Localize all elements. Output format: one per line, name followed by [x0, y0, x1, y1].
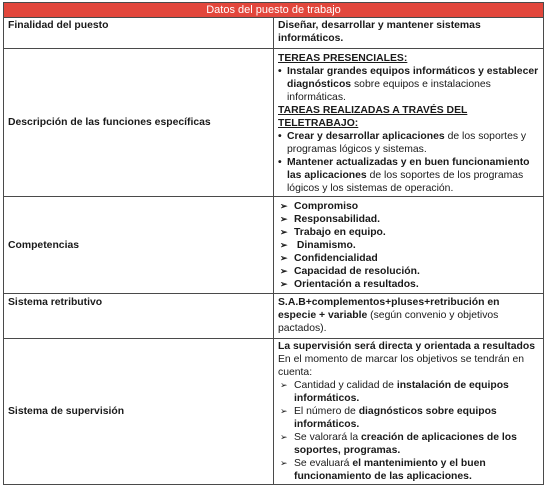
supervision-item — [278, 379, 539, 405]
arrow-bullet-icon: ➢ — [280, 252, 288, 263]
retributivo-content — [274, 294, 544, 339]
arrow-bullet-icon: ➢ — [280, 458, 288, 468]
retributivo-row — [4, 294, 544, 339]
finalidad-row — [4, 18, 544, 49]
supervision-label: Sistema de supervisión — [4, 339, 274, 485]
job-description-sheet — [3, 2, 544, 485]
teletrabajo-item-rest: de los soportes y programas lógicos y sistemas. — [287, 131, 527, 155]
supervision-intro-bold: La supervisión será directa y orientada a resultados — [278, 341, 535, 352]
arrow-bullet-icon: ➢ — [280, 380, 288, 390]
presencial-item — [278, 65, 539, 104]
arrow-bullet-icon: ➢ — [280, 406, 288, 416]
teletrabajo-item-rest: de los soportes de los programas lógicos y los sistemas de operación. — [287, 170, 524, 194]
arrow-bullet-icon: ➢ — [280, 200, 288, 211]
supervision-item-bold: diagnósticos sobre equipos informáticos. — [294, 406, 497, 430]
competencia-text: Dinamismo. — [294, 239, 356, 251]
arrow-bullet-icon: ➢ — [280, 432, 288, 442]
presencial-item-bold: Instalar grandes equipos informáticos y establecer diagnósticos — [287, 66, 539, 90]
competencia-text: Capacidad de resolución. — [294, 265, 420, 277]
supervision-item-bold: el mantenimiento y el buen funcionamiento de las aplicaciones. — [294, 458, 486, 482]
supervision-item-pre: Se valorará la — [294, 432, 361, 443]
competencia-item — [278, 213, 539, 226]
competencia-item — [278, 226, 539, 239]
descripcion-label: Descripción de las funciones específicas — [4, 49, 274, 197]
job-data-table — [3, 2, 544, 485]
table-title: Datos del puesto de trabajo — [4, 3, 544, 18]
supervision-item-pre: Se evaluará — [294, 458, 353, 469]
finalidad-label: Finalidad del puesto — [4, 18, 274, 49]
arrow-bullet-icon: ➢ — [280, 239, 288, 250]
supervision-item — [278, 431, 539, 457]
teletrabajo-item — [278, 156, 539, 195]
arrow-bullet-icon: ➢ — [280, 213, 288, 224]
supervision-item — [278, 457, 539, 483]
descripcion-row — [4, 49, 544, 197]
presencial-item-rest: sobre equipos e instalaciones informáticas. — [287, 79, 491, 103]
competencia-text: Trabajo en equipo. — [294, 226, 386, 238]
competencia-text: Orientación a resultados. — [294, 278, 419, 290]
supervision-item-pre: Cantidad y calidad de — [294, 380, 397, 391]
teletrabajo-item-bold: Crear y desarrollar aplicaciones — [287, 131, 445, 142]
bullet-icon: • — [278, 157, 282, 168]
supervision-item-bold: creación de aplicaciones de los soportes, programas. — [294, 432, 517, 456]
supervision-item-pre: El número de — [294, 406, 359, 417]
competencia-text: Responsabilidad. — [294, 213, 381, 225]
descripcion-content — [274, 49, 544, 197]
presenciales-heading: TEREAS PRESENCIALES: — [278, 53, 408, 64]
competencias-content — [274, 197, 544, 294]
competencia-item — [278, 265, 539, 278]
competencias-row — [4, 197, 544, 294]
competencia-text: Compromiso — [294, 200, 359, 212]
arrow-bullet-icon: ➢ — [280, 265, 288, 276]
competencia-text: Confidencialidad — [294, 252, 378, 264]
arrow-bullet-icon: ➢ — [280, 226, 288, 237]
supervision-row — [4, 339, 544, 485]
supervision-item-bold: instalación de equipos informáticos. — [294, 380, 509, 404]
title-row — [4, 3, 544, 18]
competencia-item — [278, 252, 539, 265]
bullet-icon: • — [278, 131, 282, 142]
supervision-content — [274, 339, 544, 485]
teletrabajo-item — [278, 130, 539, 156]
retributivo-bold: S.A.B+complementos+pluses+retribución en especie + variable — [278, 297, 500, 321]
teletrabajo-item-bold: Mantener actualizadas y en buen funcionamiento las aplicaciones — [287, 157, 530, 181]
supervision-intro: En el momento de marcar los objetivos se tendrán en cuenta: — [278, 354, 525, 378]
retributivo-label: Sistema retributivo — [4, 294, 274, 339]
arrow-bullet-icon: ➢ — [280, 278, 288, 289]
competencia-item — [278, 278, 539, 291]
bullet-icon: • — [278, 66, 282, 77]
supervision-item — [278, 405, 539, 431]
competencias-label: Competencias — [4, 197, 274, 294]
finalidad-text: Diseñar, desarrollar y mantener sistemas informáticos. — [274, 18, 544, 49]
competencia-item — [278, 239, 539, 252]
competencia-item — [278, 200, 539, 213]
retributivo-rest: (según convenio y objetivos pactados). — [278, 310, 499, 334]
teletrabajo-heading: TAREAS REALIZADAS A TRAVÉS DEL TELETRABAJO: — [278, 105, 468, 129]
